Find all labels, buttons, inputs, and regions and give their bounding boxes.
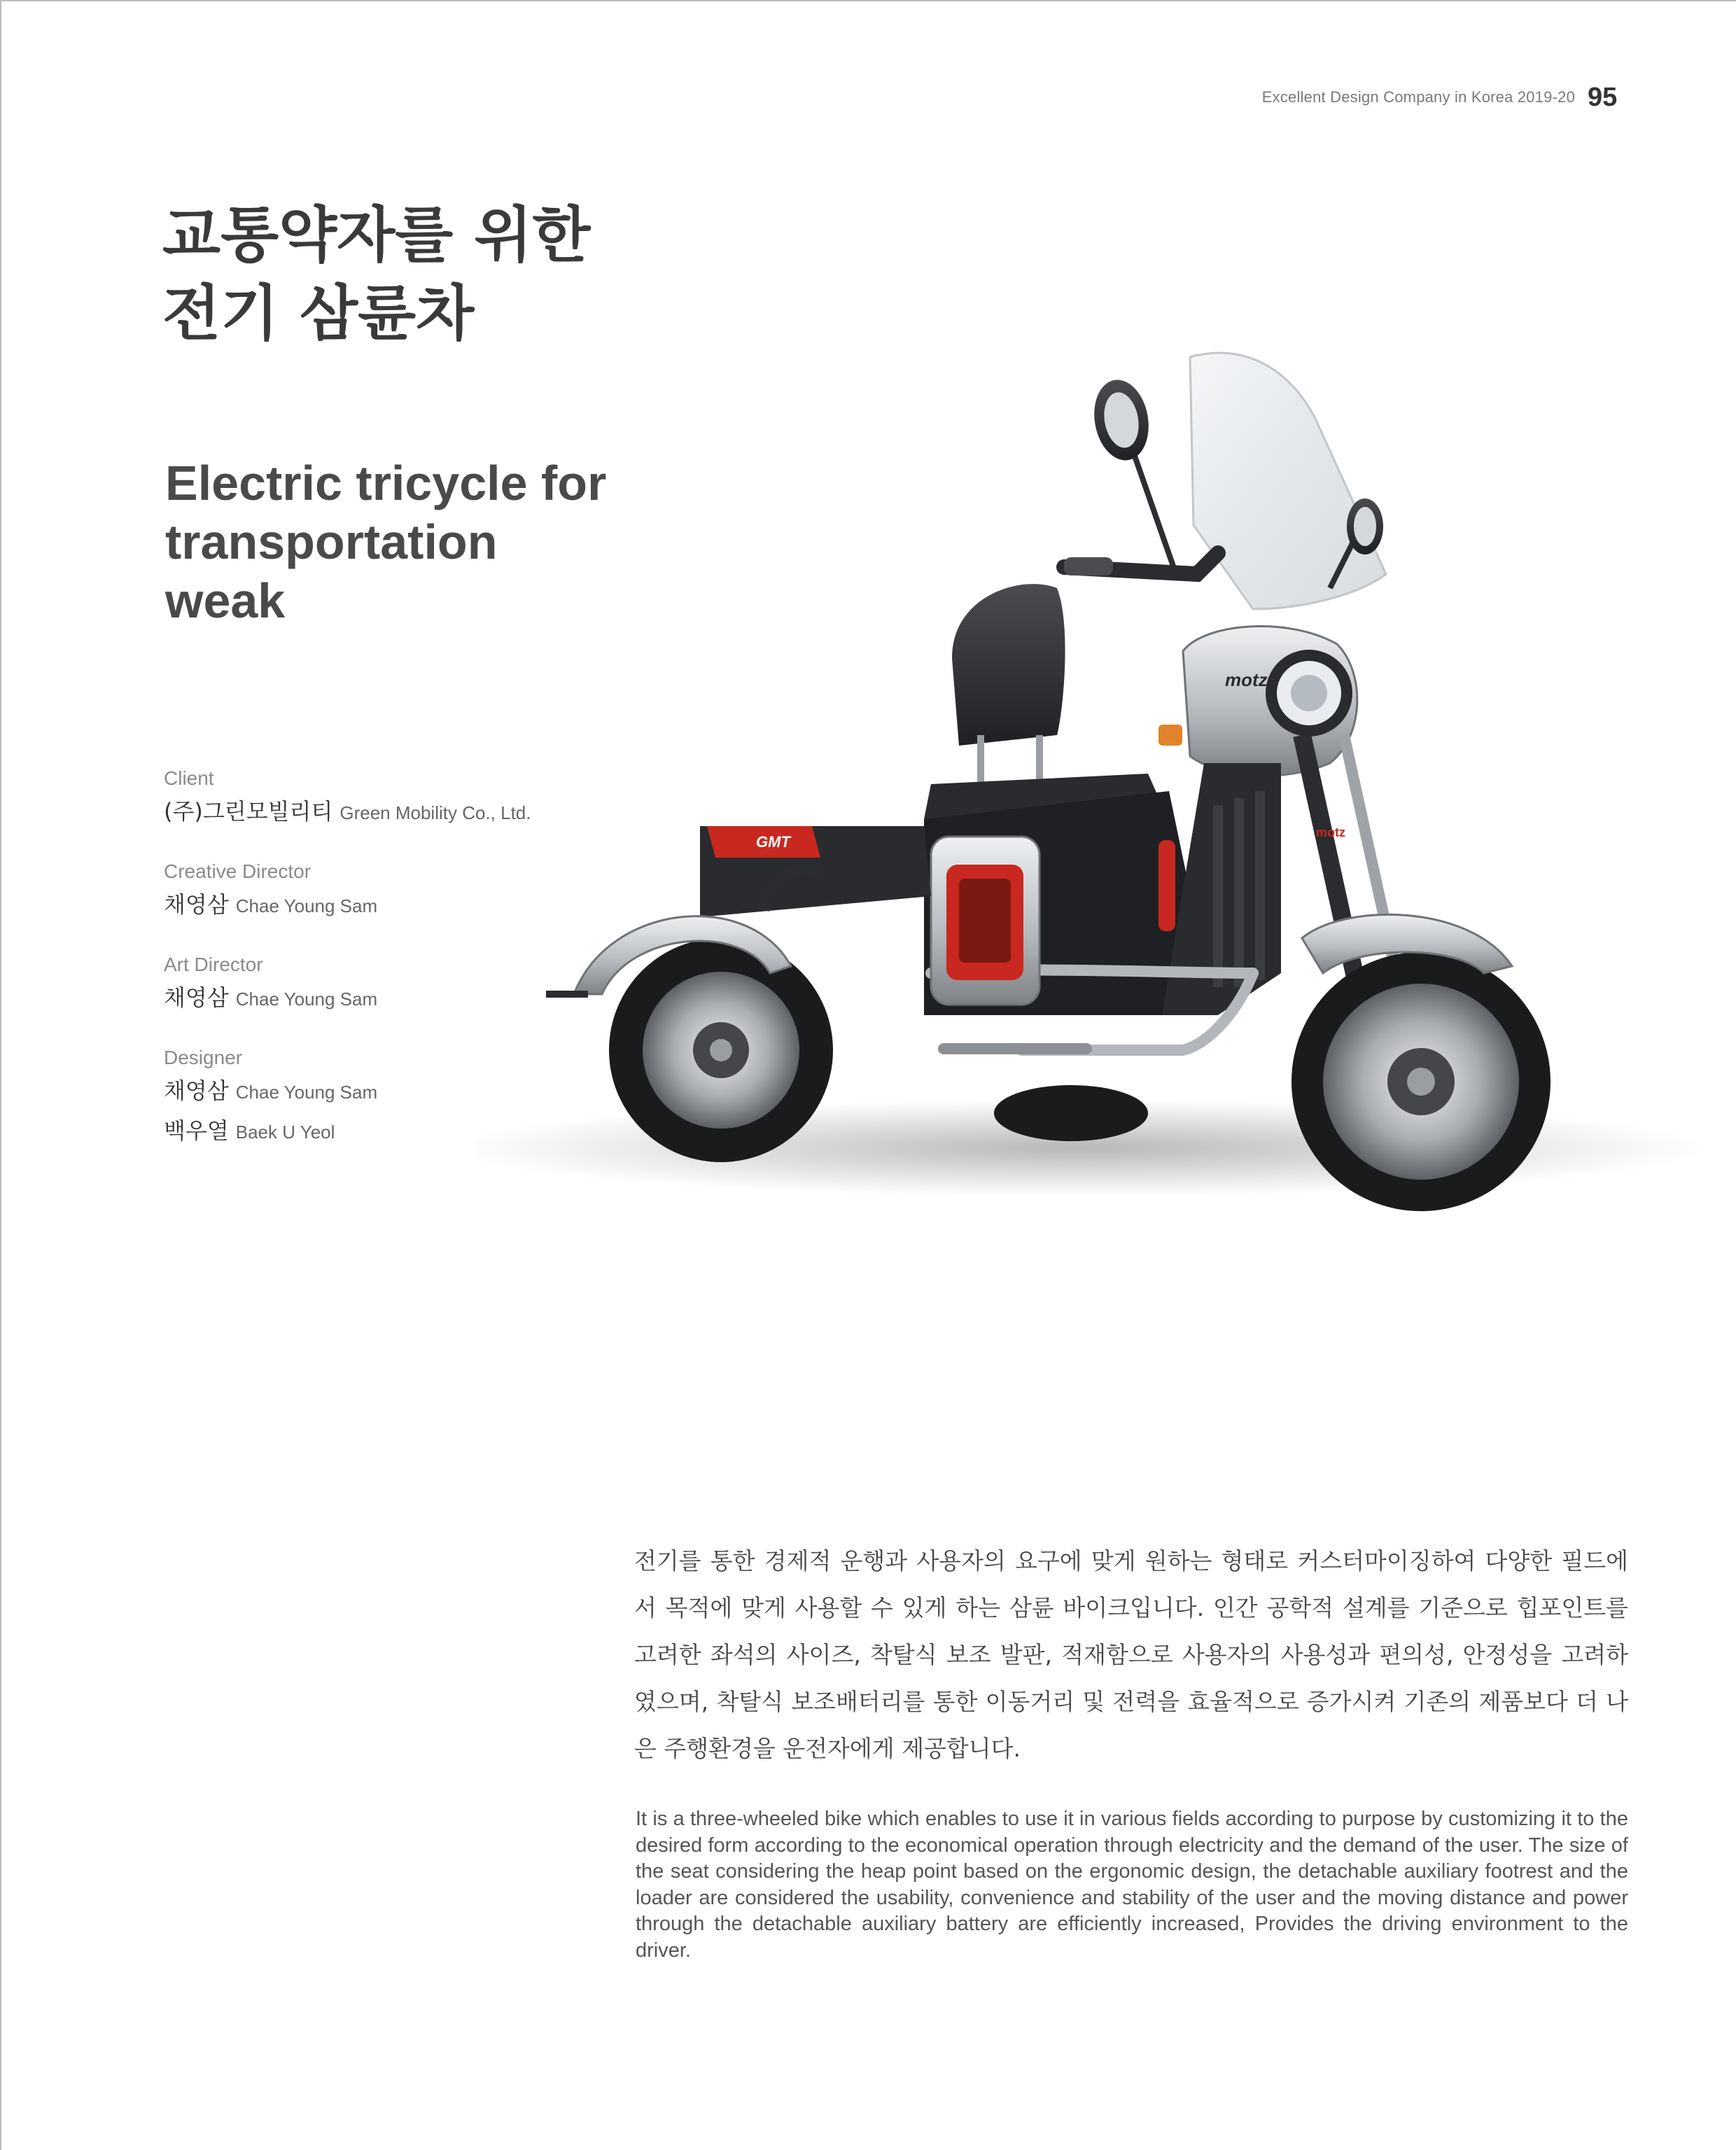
title-english-line-1: Electric tricycle for (165, 456, 607, 510)
windshield (1190, 353, 1386, 609)
art-director-name-en: Chae Young Sam (235, 989, 378, 1010)
title-english-line-2: transportation (165, 515, 498, 569)
credit-label-creative-director: Creative Director (164, 860, 312, 882)
title-english-line-3: weak (165, 573, 286, 628)
credit-label-designer: Designer (164, 1047, 243, 1068)
title-korean-line-1: 교통약자를 위한 (162, 200, 591, 270)
designer-1-name-en: Chae Young Sam (235, 1082, 378, 1103)
battery-pack (931, 837, 1040, 1005)
designer-1-name-ko: 채영삼 (164, 1077, 229, 1104)
title-korean (162, 196, 652, 353)
client-name-en: Green Mobility Co., Ltd. (340, 802, 531, 823)
front-wheel (1292, 914, 1550, 1211)
fender-badge: motz (1316, 825, 1345, 839)
tricycle-photo (476, 343, 1736, 1295)
running-header: Excellent Design Company in Korea 2019-20 (1261, 88, 1575, 106)
brand-badge: motz (1225, 669, 1268, 690)
rear-cargo-box (700, 826, 931, 917)
seat (924, 584, 1162, 819)
creative-director-name-ko: 채영삼 (164, 891, 229, 918)
creative-director-name-en: Chae Young Sam (235, 895, 378, 916)
page-number: 95 (1588, 83, 1618, 112)
handlebar (1064, 553, 1218, 575)
art-director-name-ko: 채영삼 (164, 984, 229, 1011)
designer-2-name-ko: 백우열 (164, 1117, 229, 1144)
credit-label-client: Client (164, 767, 214, 789)
designer-2-name-en: Baek U Yeol (235, 1122, 335, 1143)
turn-signal (1158, 725, 1182, 746)
description-korean: 전기를 통한 경제적 운행과 사용자의 요구에 맞게 원하는 형태로 커스터마이징하여 다양한 필드에서 목적에 맞게 사용할 수 있게 하는 삼륜 바이크입니다. 인간 공학적 설계를 기준으로 힙포인트를 고려한 좌석의 사이즈, 착탈식 보조 발판, 적재함으로 사용자의 사용성과 편의성, 안정성을 고려하였으며, 착탈식 보조배터리를 통한 이동거리 및 전력을 효율적으로 증가시켜 기존의 제품보다 더 나은 주행환경을 운전자에게 제공합니다. (634, 1547, 1628, 1762)
credit-label-art-director: Art Director (164, 954, 263, 975)
description-english: It is a three-wheeled bike which enables to use it in various fields according to purpose by customizing it to the desired form according to the economical operation through electricity and the demand of the user. The size of the seat considering the heap point based on the ergonomic design, the detachable auxiliary footrest and the loader are considered the usability, convenience and stability of the user and the moving distance and power through the detachable auxiliary battery are efficiently increased, Provides the driving environment to the driver. (636, 1808, 1628, 1962)
rear-badge: GMT (756, 833, 790, 851)
title-korean-line-2: 전기 삼륜차 (162, 279, 475, 349)
client-name-ko: (주)그린모빌리티 (164, 798, 333, 825)
headlight-cowl (1158, 627, 1357, 776)
center-wheel (994, 1085, 1148, 1141)
